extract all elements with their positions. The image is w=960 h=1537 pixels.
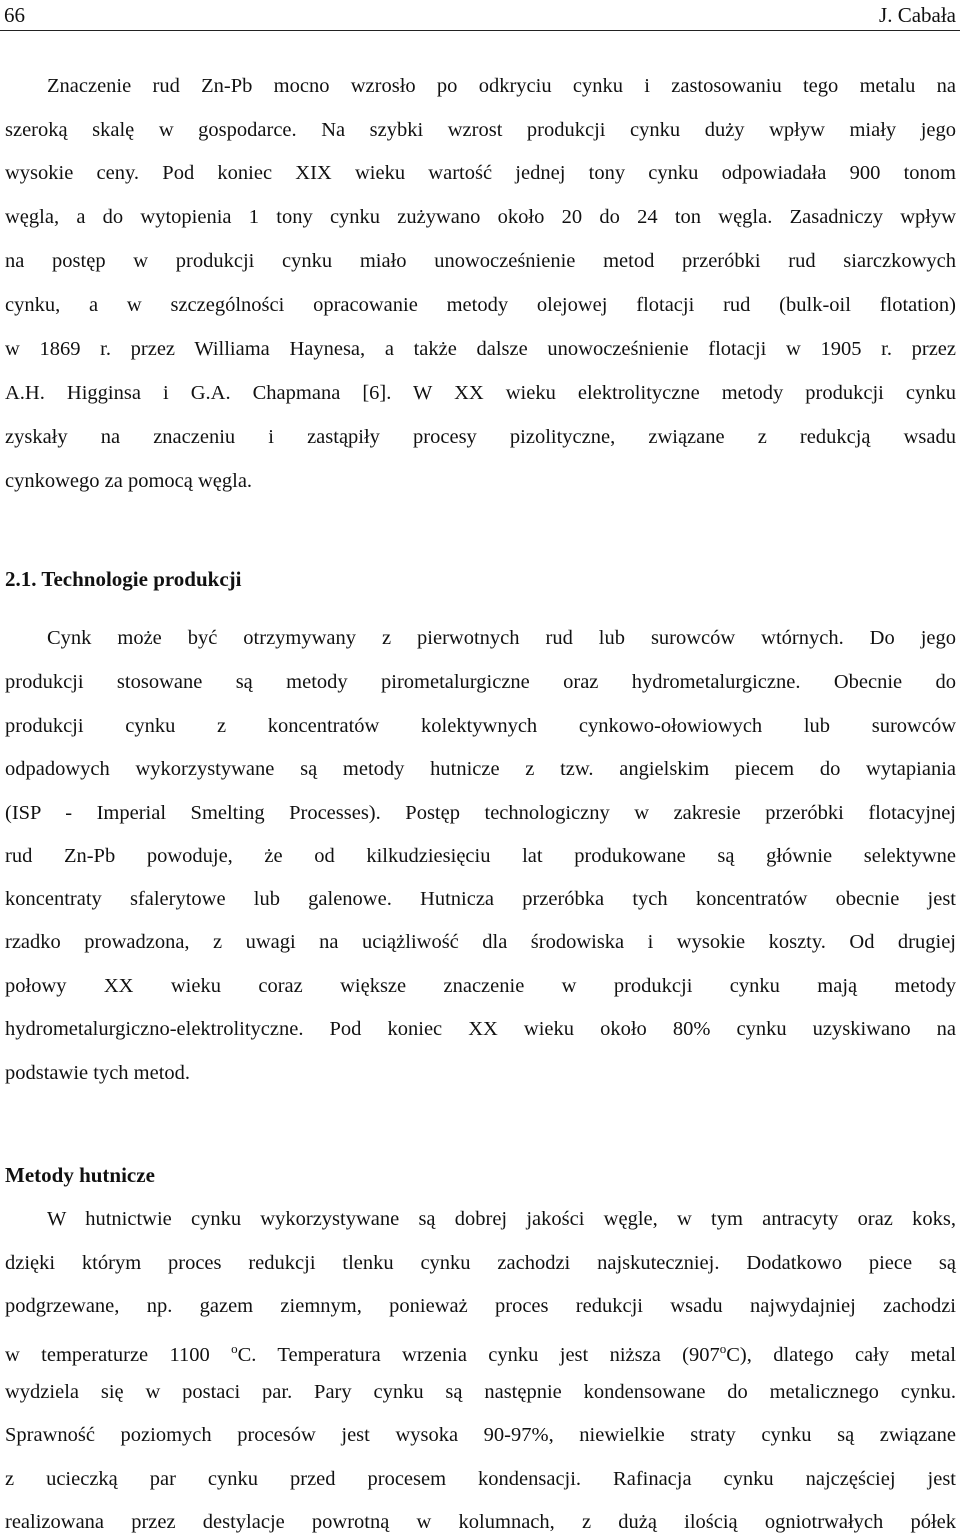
text-line: cynku, a w szczególności opracowanie metody olejowej flotacji rud (bulk-oil flotation) [5, 294, 956, 316]
text-line [5, 1336, 956, 1368]
page-header [0, 0, 960, 31]
text-line: z ucieczką par cynku przed procesem kondensacji. Rafinacja cynku najczęściej jest [5, 1468, 956, 1490]
degree-superscript: o [231, 1341, 238, 1356]
section-heading-technologies: 2.1. Technologie produkcji [5, 567, 242, 591]
text-line: odpadowych wykorzystywane są metody hutnicze z tzw. angielskim piecem do wytapiania [5, 758, 956, 780]
text-line: szeroką skalę w gospodarce. Na szybki wzrost produkcji cynku duży wpływ miały jego [5, 119, 956, 141]
page-number: 66 [4, 3, 25, 27]
text-line: w 1869 r. przez Williama Haynesa, a także dalsze unowocześnienie flotacji w 1905 r. przez [5, 338, 956, 360]
text-line: połowy XX wieku coraz większe znaczenie w produkcji cynku mają metody [5, 975, 956, 997]
text-line: na postęp w produkcji cynku miało unowocześnienie metod przeróbki rud siarczkowych [5, 250, 956, 272]
section-heading-smelting: Metody hutnicze [5, 1163, 155, 1187]
text-line: rud Zn-Pb powoduje, że od kilkudziesięciu lat produkowane są głównie selektywne [5, 845, 956, 867]
text-line: rzadko prowadzona, z uwagi na uciążliwość dla środowiska i wysokie koszty. Od drugiej [5, 931, 956, 953]
text-line: wysokie ceny. Pod koniec XIX wieku wartość jednej tony cynku odpowiadała 900 tonom [5, 162, 956, 184]
text-line: koncentraty sfalerytowe lub galenowe. Hutnicza przeróbka tych koncentratów obecnie jest [5, 888, 956, 910]
text-line: produkcji stosowane są metody pirometalurgiczne oraz hydrometalurgiczne. Obecnie do [5, 671, 956, 693]
text-line: Znaczenie rud Zn-Pb mocno wzrosło po odkryciu cynku i zastosowaniu tego metalu na [47, 75, 956, 97]
text-line: podstawie tych metod. [5, 1062, 191, 1084]
text-line: węgla, a do wytopienia 1 tony cynku zużywano około 20 do 24 ton węgla. Zasadniczy wpływ [5, 206, 956, 228]
text-line: podgrzewane, np. gazem ziemnym, ponieważ proces redukcji wsadu najwydajniej zachodzi [5, 1295, 956, 1317]
text-line: Cynk może być otrzymywany z pierwotnych rud lub surowców wtórnych. Do jego [47, 627, 956, 649]
text-segment: C. Temperatura wrzenia cynku jest niższa (907 [237, 1344, 720, 1366]
text-line: zyskały na znaczeniu i zastąpiły procesy pizolityczne, związane z redukcją wsadu [5, 426, 956, 448]
text-segment: C), dlatego cały metal [726, 1344, 956, 1366]
text-line: A.H. Higginsa i G.A. Chapmana [6]. W XX wieku elektrolityczne metody produkcji cynku [5, 382, 956, 404]
text-line: (ISP - Imperial Smelting Processes). Postęp technologiczny w zakresie przeróbki flotacyjnej [5, 802, 956, 824]
degree-superscript: o [719, 1341, 727, 1356]
text-line: realizowana przez destylacje powrotną w kolumnach, z dużą ilością ogniotrwałych półek [5, 1511, 956, 1533]
text-line: hydrometalurgiczno-elektrolityczne. Pod koniec XX wieku około 80% cynku uzyskiwano na [5, 1018, 956, 1040]
text-line: dzięki którym proces redukcji tlenku cynku zachodzi najskuteczniej. Dodatkowo piece są [5, 1252, 956, 1274]
running-author: J. Cabała [879, 3, 956, 27]
text-segment: w temperaturze 1100 [5, 1344, 232, 1366]
text-line: W hutnictwie cynku wykorzystywane są dobrej jakości węgle, w tym antracyty oraz koks, [47, 1208, 956, 1230]
text-line: produkcji cynku z koncentratów kolektywnych cynkowo-ołowiowych lub surowców [5, 715, 956, 737]
text-line: Sprawność poziomych procesów jest wysoka 90-97%, niewielkie straty cynku są związane [5, 1424, 956, 1446]
text-line: wydziela się w postaci par. Pary cynku są następnie kondensowane do metalicznego cynku. [5, 1381, 956, 1403]
text-line: cynkowego za pomocą węgla. [5, 470, 253, 492]
